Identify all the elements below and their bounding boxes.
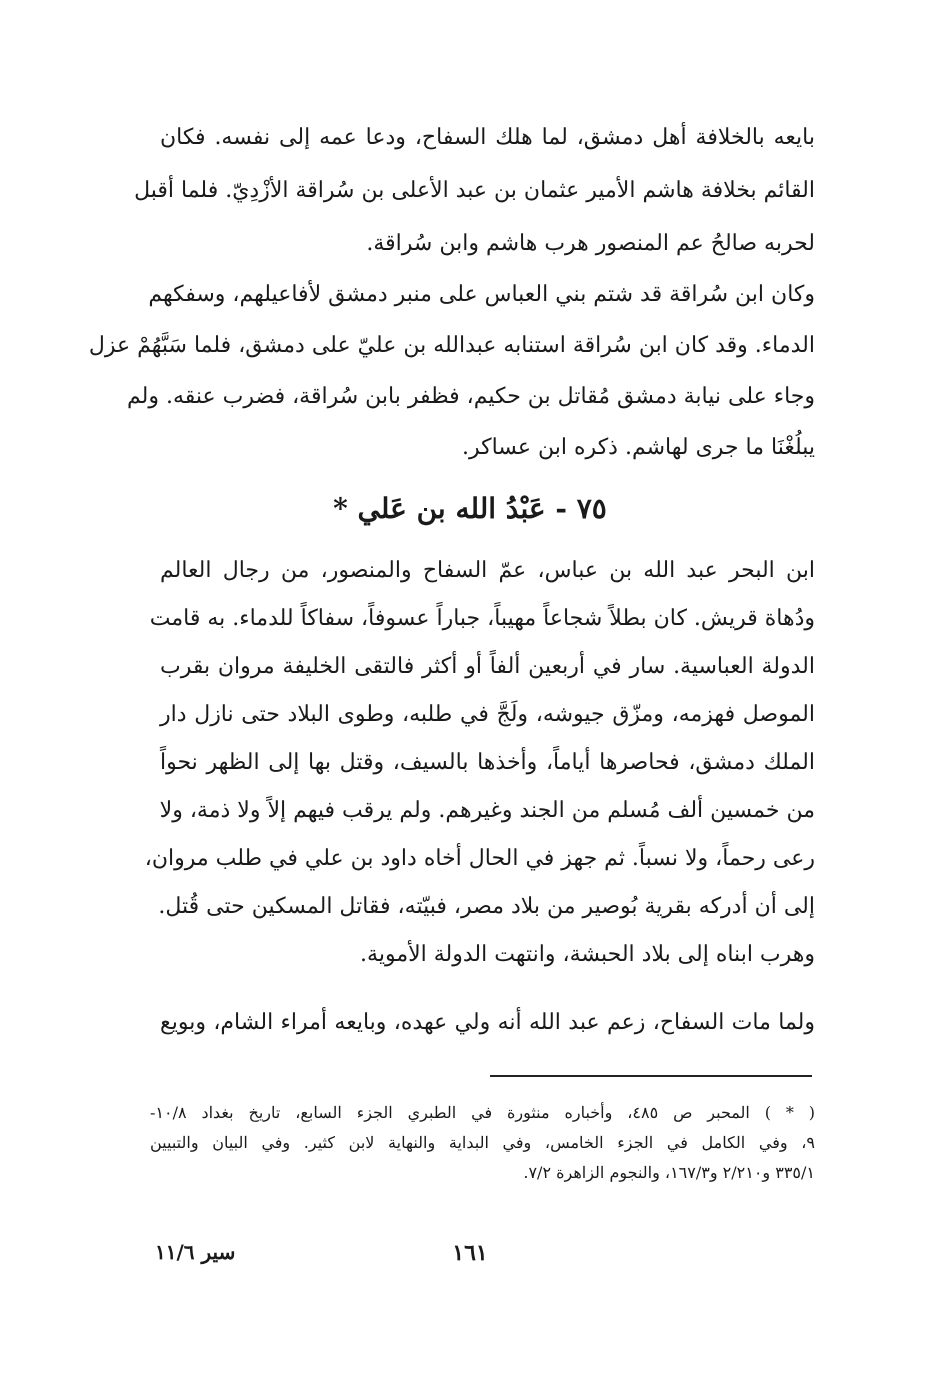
paragraph-3 [144, 558, 815, 978]
entry-heading: ٧٥ - عَبْدُ الله بن عَلي * [333, 492, 607, 525]
paragraph-1 [134, 125, 815, 265]
paragraph-line: الدماء. وقد كان ابن سُراقة استنابه عبدالله بن عليّ على دمشق، فلما سَبَّهُمْ عزل [88, 333, 815, 358]
signature-mark: سير ١١/٦ [155, 1240, 236, 1264]
paragraph-line: الدولة العباسية. سار في أربعين ألفاً أو أكثر فالتقى الخليفة مروان بقرب [160, 654, 815, 679]
footnote-divider [490, 1075, 812, 1077]
paragraph-2 [88, 282, 815, 472]
paragraph-line: وهرب ابناه إلى بلاد الحبشة، وانتهت الدولة الأموية. [360, 942, 815, 967]
paragraph-line: القائم بخلافة هاشم الأمير عثمان بن عبد الأعلى بن سُراقة الأزْدِيّ. فلما أقبل [134, 178, 815, 203]
footnote-line: ٩، وفي الكامل في الجزء الخامس، وفي البداية والنهاية لابن كثير. وفي البيان والتبيين [150, 1133, 815, 1152]
footnote-line: ٣٣٥/١ و٢/٢١٠ و١٦٧/٣، والنجوم الزاهرة ٧/٢. [523, 1163, 815, 1182]
paragraph-line: من خمسين ألف مُسلم من الجند وغيرهم. ولم يرقب فيهم إلاً ولا ذمة، ولا [159, 798, 815, 823]
paragraph-line: ودُهاة قريش. كان بطلاً شجاعاً مهيباً، جباراً عسوفاً، سفاكاً للدماء. به قامت [149, 606, 815, 631]
paragraph-line: بايعه بالخلافة أهل دمشق، لما هلك السفاح، ودعا عمه إلى نفسه. فكان [160, 125, 815, 150]
paragraph-line: الموصل فهزمه، ومزّق جيوشه، ولَجَّ في طلبه، وطوى البلاد حتى نازل دار [160, 702, 815, 727]
paragraph-line: وكان ابن سُراقة قد شتم بني العباس على منبر دمشق لأفاعيلهم، وسفكهم [148, 282, 815, 307]
paragraph-line: رعى رحماً، ولا نسباً. ثم جهز في الحال أخاه داود بن علي في طلب مروان، [144, 846, 815, 871]
paragraph-line: ابن البحر عبد الله بن عباس، عمّ السفاح والمنصور، من رجال العالم [160, 558, 815, 583]
paragraph-line: الملك دمشق، فحاصرها أياماً، وأخذها بالسيف، وقتل بها إلى الظهر نحواً [160, 750, 815, 775]
footnote-line: ( * ) المحبر ص ٤٨٥، وأخباره منثورة في الطبري الجزء السابع، تاريخ بغداد ١٠/٨- [150, 1103, 816, 1122]
footnotes [150, 1098, 815, 1188]
page-number: ١٦١ [452, 1240, 488, 1266]
paragraph-line: وجاء على نيابة دمشق مُقاتل بن حكيم، فظفر بابن سُراقة، فضرب عنقه. ولم [127, 384, 815, 409]
paragraph-line: ولما مات السفاح، زعم عبد الله أنه ولي عهده، وبايعه أمراء الشام، وبويع [160, 1010, 815, 1035]
paragraph-line: إلى أن أدركه بقرية بُوصير من بلاد مصر، فبيّته، فقاتل المسكين حتى قُتل. [158, 894, 815, 919]
paragraph-4 [160, 1010, 815, 1050]
paragraph-line: يبلُغْنَا ما جرى لهاشم. ذكره ابن عساكر. [462, 435, 815, 460]
paragraph-line: لحربه صالحُ عم المنصور هرب هاشم وابن سُراقة. [366, 231, 815, 256]
